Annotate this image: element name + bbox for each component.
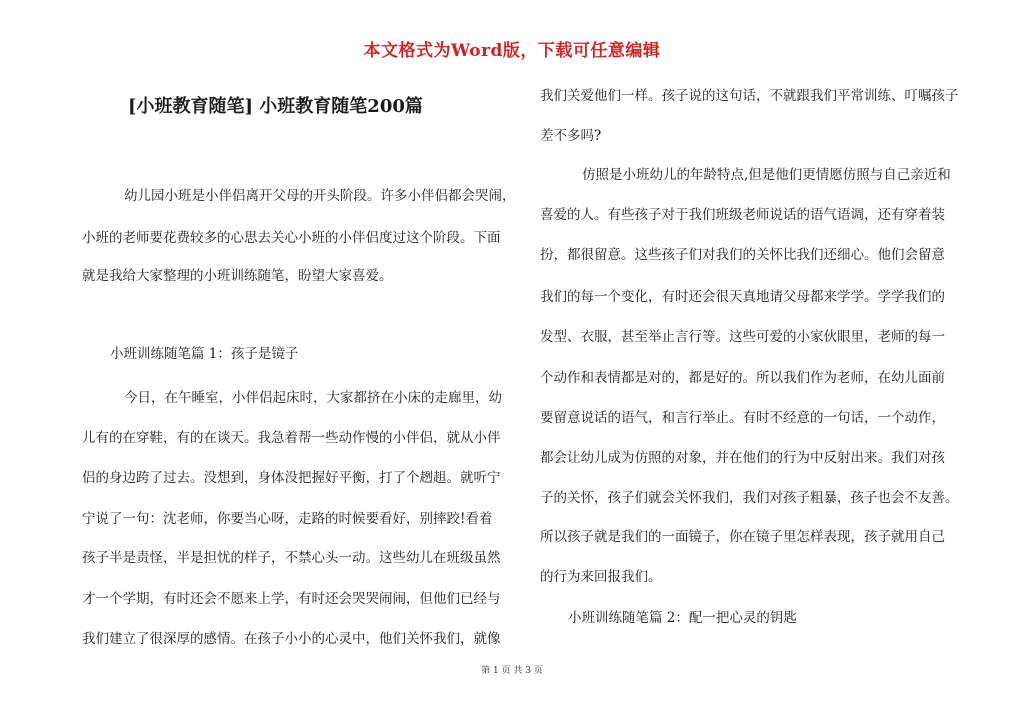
section-heading: 小班训练随笔篇 2：配一把心灵的钥匙 xyxy=(568,610,797,626)
paragraph-line: 的行为来回报我们。 xyxy=(540,569,662,585)
paragraph-line: 侣的身边跨了过去。没想到，身体没把握好平衡，打了个趔趄。就听宁 xyxy=(82,470,501,486)
paragraph-line: 我们关爱他们一样。孩子说的这句话，不就跟我们平常训练、叮嘱孩子 xyxy=(540,88,959,104)
paragraph-line: 发型、衣服，甚至举止言行等。这些可爱的小家伙眼里，老师的每一 xyxy=(540,329,945,345)
paragraph-line: 我们建立了很深厚的感情。在孩子小小的心灵中，他们关怀我们，就像 xyxy=(82,631,501,647)
paragraph-line: 儿有的在穿鞋，有的在谈天。我急着帮一些动作慢的小伴侣，就从小伴 xyxy=(82,430,501,446)
paragraph-line: 幼儿园小班是小伴侣离开父母的开头阶段。许多小伴侣都会哭闹， xyxy=(124,188,516,204)
paragraph-line: 子的关怀，孩子们就会关怀我们，我们对孩子粗暴，孩子也会不友善。 xyxy=(540,490,959,506)
paragraph-line: 才一个学期，有时还会不愿来上学，有时还会哭哭闹闹，但他们已经与 xyxy=(82,591,501,607)
paragraph-line: 差不多吗? xyxy=(540,128,602,144)
paragraph-line: 今日，在午睡室，小伴侣起床时，大家都挤在小床的走廊里，幼 xyxy=(124,390,502,406)
paragraph-line: 小班的老师要花费较多的心思去关心小班的小伴侣度过这个阶段。下面 xyxy=(82,230,501,246)
paragraph-line: 个动作和表情都是对的，都是好的。所以我们作为老师，在幼儿面前 xyxy=(540,370,945,386)
paragraph-line: 喜爱的人。有些孩子对于我们班级老师说话的语气语调，还有穿着装 xyxy=(540,207,945,223)
paragraph-line: 要留意说话的语气，和言行举止。有时不经意的一句话，一个动作， xyxy=(540,410,945,426)
paragraph-line: 孩子半是责怪，半是担忧的样子，不禁心头一动。这些幼儿在班级虽然 xyxy=(82,550,501,566)
paragraph-line: 扮，都很留意。这些孩子们对我们的关怀比我们还细心。他们会留意 xyxy=(540,247,945,263)
paragraph-line: 我们的每一个变化，有时还会很天真地请父母都来学学。学学我们的 xyxy=(540,289,945,305)
paragraph-line: 宁说了一句：沈老师，你要当心呀，走路的时候要看好，别摔跤!看着 xyxy=(82,511,493,527)
paragraph-line: 所以孩子就是我们的一面镜子，你在镜子里怎样表现，孩子就用自己 xyxy=(540,529,945,545)
paragraph-line: 都会让幼儿成为仿照的对象，并在他们的行为中反射出来。我们对孩 xyxy=(540,450,945,466)
document-title: [小班教育随笔] 小班教育随笔200篇 xyxy=(128,96,423,117)
section-heading: 小班训练随笔篇 1：孩子是镜子 xyxy=(110,346,299,362)
paragraph-line: 仿照是小班幼儿的年龄特点,但是他们更情愿仿照与自己亲近和 xyxy=(582,167,951,183)
page-number: 第 1 页 共 3 页 xyxy=(481,666,543,676)
paragraph-line: 就是我给大家整理的小班训练随笔，盼望大家喜爱。 xyxy=(82,268,393,284)
download-banner: 本文格式为Word版，下载可任意编辑 xyxy=(363,41,661,61)
